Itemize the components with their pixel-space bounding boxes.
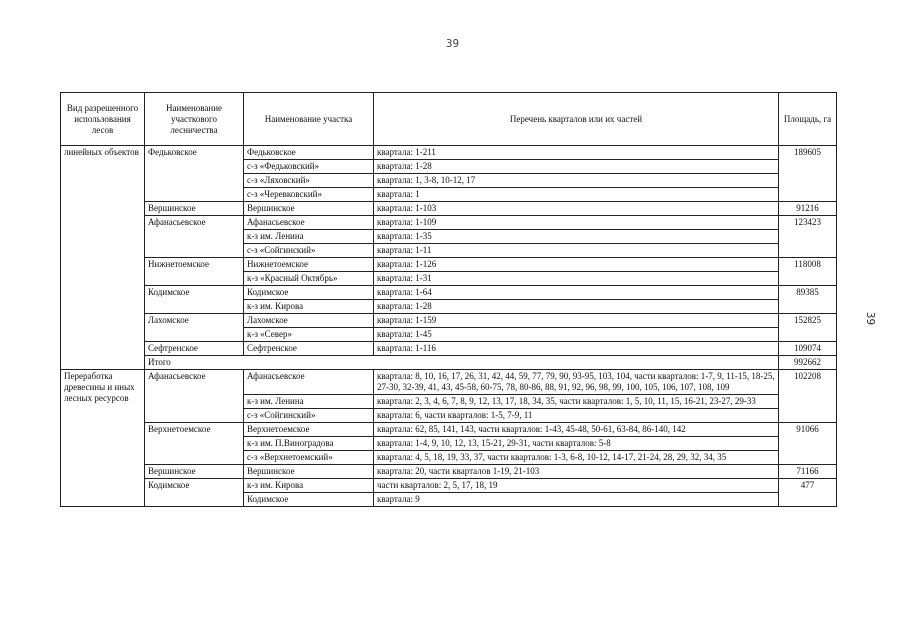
site-cell: к-з им. Ленина — [244, 395, 374, 409]
table-row — [61, 202, 837, 216]
site-cell: Нижнетоемское — [244, 258, 374, 272]
blocks-cell: квартала: 1-64 — [374, 286, 779, 300]
forestry-cell: Верхнетоемское — [145, 423, 244, 465]
blocks-cell: квартала: 1-28 — [374, 160, 779, 174]
area-cell: 189605 — [779, 146, 837, 202]
table-row — [61, 314, 837, 328]
area-cell: 477 — [779, 479, 837, 507]
forestry-cell: Лахомское — [145, 314, 244, 342]
use-type-cell: Переработка древесины и иных лесных ресурсов — [61, 370, 145, 507]
site-cell: Афанасьевское — [244, 216, 374, 230]
table-row — [61, 216, 837, 230]
blocks-cell: квартала: 62, 85, 141, 143, части кварталов: 1-43, 45-48, 50-61, 63-84, 86-140, 142 — [374, 423, 779, 437]
site-cell: Вершинское — [244, 465, 374, 479]
blocks-cell: квартала: 2, 3, 4, 6, 7, 8, 9, 12, 13, 17, 18, 34, 35, части кварталов: 1, 5, 10, 11, 15, 16-21, 23-27, 29-33 — [374, 395, 779, 409]
table-row — [61, 423, 837, 437]
site-cell: с-з «Сойгинский» — [244, 409, 374, 423]
blocks-cell: квартала: 1-31 — [374, 272, 779, 286]
site-cell: к-з им. Ленина — [244, 230, 374, 244]
site-cell: с-з «Черевковский» — [244, 188, 374, 202]
blocks-cell: квартала: 1-126 — [374, 258, 779, 272]
site-cell: Сефтренское — [244, 342, 374, 356]
blocks-cell: квартала: 1-28 — [374, 300, 779, 314]
area-cell: 71166 — [779, 465, 837, 479]
forestry-cell: Кодимское — [145, 286, 244, 314]
total-label: Итого — [145, 356, 779, 370]
forestry-cell: Сефтренское — [145, 342, 244, 356]
table-row — [61, 258, 837, 272]
area-cell: 118008 — [779, 258, 837, 286]
forestry-cell: Вершинское — [145, 202, 244, 216]
header-site: Наименование участка — [244, 93, 374, 146]
blocks-cell: части кварталов: 2, 5, 17, 18, 19 — [374, 479, 779, 493]
blocks-cell: квартала: 1 — [374, 188, 779, 202]
blocks-cell: квартала: 1-11 — [374, 244, 779, 258]
area-cell: 89385 — [779, 286, 837, 314]
blocks-cell: квартала: 1-35 — [374, 230, 779, 244]
site-cell: с-з «Верхнетоемский» — [244, 451, 374, 465]
site-cell: к-з «Красный Октябрь» — [244, 272, 374, 286]
table-row — [61, 146, 837, 160]
site-cell: Афанасьевское — [244, 370, 374, 395]
table-header-row — [61, 93, 837, 146]
blocks-cell: квартала: 1-211 — [374, 146, 779, 160]
site-cell: Федьковское — [244, 146, 374, 160]
site-cell: Верхнетоемское — [244, 423, 374, 437]
header-use-type: Вид разрешенного использования лесов — [61, 93, 145, 146]
site-cell: с-з «Федьковский» — [244, 160, 374, 174]
blocks-cell: квартала: 6, части кварталов: 1-5, 7-9, 11 — [374, 409, 779, 423]
use-type-cell: линейных объектов — [61, 146, 145, 370]
table-row — [61, 465, 837, 479]
total-row — [61, 356, 837, 370]
table-row — [61, 370, 837, 395]
site-cell: с-з «Сойгинский» — [244, 244, 374, 258]
site-cell: Вершинское — [244, 202, 374, 216]
site-cell: Лахомское — [244, 314, 374, 328]
blocks-cell: квартала: 1-103 — [374, 202, 779, 216]
area-cell: 109074 — [779, 342, 837, 356]
site-cell: Кодимское — [244, 493, 374, 507]
site-cell: с-з «Ляховский» — [244, 174, 374, 188]
forestry-cell: Кодимское — [145, 479, 244, 507]
blocks-cell: квартала: 1-45 — [374, 328, 779, 342]
site-cell: к-з «Север» — [244, 328, 374, 342]
total-area: 992662 — [779, 356, 837, 370]
blocks-cell: квартала: 4, 5, 18, 19, 33, 37, части кварталов: 1-3, 6-8, 10-12, 14-17, 21-24, 28, 29, 32, 34, 35 — [374, 451, 779, 465]
table-row — [61, 479, 837, 493]
area-cell: 91216 — [779, 202, 837, 216]
forestry-cell: Афанасьевское — [145, 216, 244, 258]
area-cell: 152825 — [779, 314, 837, 342]
site-cell: к-з им. П.Виноградова — [244, 437, 374, 451]
site-cell: к-з им. Кирова — [244, 300, 374, 314]
forestry-cell: Вершинское — [145, 465, 244, 479]
page-number-side: 39 — [864, 311, 878, 326]
table-row — [61, 342, 837, 356]
area-cell: 91066 — [779, 423, 837, 465]
header-area: Площадь, га — [779, 93, 837, 146]
page-number-top: 39 — [445, 37, 460, 50]
area-cell: 102208 — [779, 370, 837, 423]
blocks-cell: квартала: 1-116 — [374, 342, 779, 356]
blocks-cell: квартала: 1, 3-8, 10-12, 17 — [374, 174, 779, 188]
blocks-cell: квартала: 20, части кварталов 1-19, 21-103 — [374, 465, 779, 479]
forestry-cell: Афанасьевское — [145, 370, 244, 423]
header-blocks: Перечень кварталов или их частей — [374, 93, 779, 146]
forestry-cell: Нижнетоемское — [145, 258, 244, 286]
area-cell: 123423 — [779, 216, 837, 258]
forest-blocks-table — [60, 92, 837, 507]
table-row — [61, 286, 837, 300]
site-cell: к-з им. Кирова — [244, 479, 374, 493]
forestry-cell: Федьковское — [145, 146, 244, 202]
blocks-cell: квартала: 1-4, 9, 10, 12, 13, 15-21, 29-31, части кварталов: 5-8 — [374, 437, 779, 451]
blocks-cell: квартала: 1-159 — [374, 314, 779, 328]
blocks-cell: квартала: 1-109 — [374, 216, 779, 230]
blocks-cell: квартала: 8, 10, 16, 17, 26, 31, 42, 44, 59, 77, 79, 90, 93-95, 103, 104, части кварталов: 1-7, 9, 11-15, 18-25, 27-30, 32-39, 41, 43, 45-58, 60-75, 78, 80-86, 88, 91, 92, 96, 98, 99, 100, 105, 106, 107, 108, 109 — [374, 370, 779, 395]
header-forestry: Наименование участкового лесничества — [145, 93, 244, 146]
blocks-cell: квартала: 9 — [374, 493, 779, 507]
site-cell: Кодимское — [244, 286, 374, 300]
